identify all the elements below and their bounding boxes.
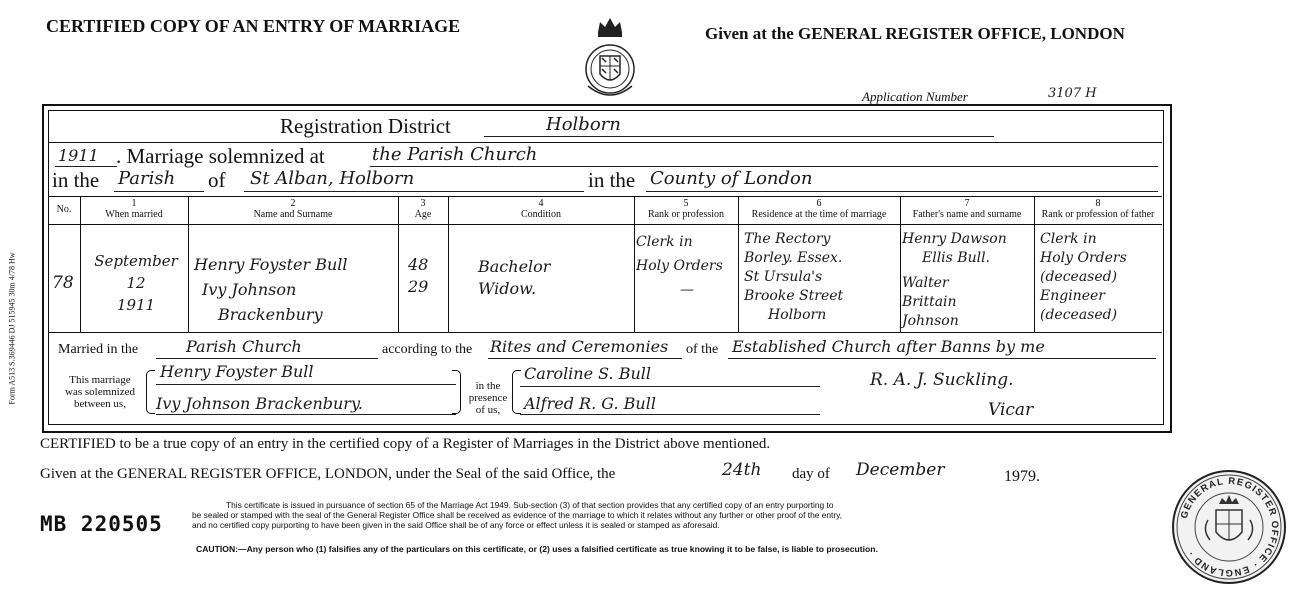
party-1: Henry Foyster Bull xyxy=(160,362,314,381)
groom-father-rank-2: Holy Orders xyxy=(1040,250,1127,266)
gro-seal-icon xyxy=(1170,468,1288,586)
place-line xyxy=(370,166,1158,167)
party-1-line xyxy=(156,384,456,385)
witness-bracket xyxy=(512,370,521,414)
parish-type: Parish xyxy=(118,168,176,189)
church: Established Church after Banns by me xyxy=(732,337,1045,356)
county-line xyxy=(646,191,1158,192)
notice-line-3: and no certified copy purporting to have been given in the said Office shall be of any force or effect unless it is sealed or stamped as aforesaid. xyxy=(192,520,720,530)
groom-condition: Bachelor xyxy=(478,257,551,276)
of-label: of xyxy=(208,168,226,192)
entry-fathers xyxy=(902,230,1034,331)
royal-crest-icon xyxy=(580,14,640,106)
bride-name: Ivy Johnson xyxy=(202,280,297,299)
presence-label: in the presence of us, xyxy=(468,380,508,416)
bride-father-3: Johnson xyxy=(902,313,959,329)
column-header-residence: 6 Residence at the time of marriage xyxy=(751,198,887,220)
bride-condition: Widow. xyxy=(478,279,537,298)
groom-father-2: Ellis Bull. xyxy=(922,250,990,266)
entry-father-ranks xyxy=(1040,230,1160,325)
column-header-rank: 5 Rank or profession xyxy=(647,198,725,220)
application-number: 3107 H xyxy=(1048,86,1097,101)
entry-rank xyxy=(636,230,738,302)
rites-line xyxy=(488,358,682,359)
column-header-no: No. xyxy=(56,204,72,215)
given-at-text: Given at the GENERAL REGISTER OFFICE, LONDON, under the Seal of the said Office, the xyxy=(40,466,616,482)
row-divider xyxy=(48,142,1162,143)
certificate-title: CERTIFIED COPY OF AN ENTRY OF MARRIAGE xyxy=(46,16,461,36)
in-the-label-2: in the xyxy=(588,168,636,192)
parish-name-line xyxy=(244,191,584,192)
entry-ages xyxy=(408,254,428,298)
district-label: Registration District xyxy=(280,114,451,138)
entry-date-year: 1911 xyxy=(116,296,156,314)
entry-date-day: 12 xyxy=(126,274,146,292)
according-label: according to the xyxy=(382,342,473,357)
bride-father-1: Walter xyxy=(902,275,949,291)
married-in-place: Parish Church xyxy=(186,337,302,356)
groom-father-1: Henry Dawson xyxy=(902,231,1007,247)
party-2: Ivy Johnson Brackenbury. xyxy=(156,394,363,413)
bride-father-2: Brittain xyxy=(902,294,957,310)
entry-residence xyxy=(744,230,900,325)
bride-father-rank-1: Engineer xyxy=(1040,288,1105,304)
officiant-title: Vicar xyxy=(988,400,1034,420)
bride-residence-1: St Ursula's xyxy=(744,269,823,285)
solemnized-between-label: This marriage was solemnized between us, xyxy=(65,374,135,410)
bride-age: 29 xyxy=(408,277,429,296)
entry-names xyxy=(194,252,348,327)
parish-type-line xyxy=(114,191,204,192)
groom-father-rank-3: (deceased) xyxy=(1040,269,1118,285)
certification-text: CERTIFIED to be a true copy of an entry in the certified copy of a Register of Marriages in the District above mentioned. xyxy=(40,436,771,452)
solemnized-label: . Marriage solemnized at xyxy=(116,144,325,168)
serial-number: MB 220505 xyxy=(40,512,163,536)
year-line xyxy=(55,166,117,167)
marriage-place: the Parish Church xyxy=(372,144,538,165)
witness-2-line xyxy=(520,414,820,415)
district-line xyxy=(484,136,994,137)
officiant: R. A. J. Suckling. xyxy=(870,370,1014,390)
groom-father-rank-1: Clerk in xyxy=(1040,231,1097,247)
certification-day: 24th xyxy=(722,460,762,480)
entry-conditions xyxy=(478,256,550,300)
church-line xyxy=(728,358,1156,359)
entry-date-month: September xyxy=(94,252,178,270)
notice-line-1: This certificate is issued in pursuance of section 65 of the Marriage Act 1949. Sub-section (3) of that section provides that any certified copy of an entry purporting to xyxy=(226,500,834,510)
form-reference: Form A513 S.369446 DJ 515945 30m 4/78 Hw xyxy=(7,252,17,405)
parish-name: St Alban, Holborn xyxy=(250,168,415,189)
issuing-office: Given at the GENERAL REGISTER OFFICE, LONDON xyxy=(705,24,1125,43)
notice-line-2: be sealed or stamped with the seal of the General Register Office shall be received as evidence of the marriage to which it relates without any further or other proof of the entry, xyxy=(192,510,843,520)
district-value: Holborn xyxy=(546,114,621,135)
day-of-label: day of xyxy=(792,466,830,482)
row-divider xyxy=(48,196,1162,197)
bride-rank: — xyxy=(680,282,694,298)
bride-residence-3: Holborn xyxy=(768,307,827,323)
married-in-label: Married in the xyxy=(58,342,139,357)
row-divider xyxy=(48,332,1162,333)
married-in-line xyxy=(156,358,378,359)
column-header-name: 2 Name and Surname xyxy=(253,198,333,220)
groom-rank-2: Holy Orders xyxy=(636,258,723,274)
bride-residence-2: Brooke Street xyxy=(744,288,844,304)
bride-father-rank-2: (deceased) xyxy=(1040,307,1118,323)
row-divider xyxy=(48,224,1162,225)
groom-age: 48 xyxy=(408,255,429,274)
party-bracket-close xyxy=(452,370,461,414)
certification-month: December xyxy=(856,460,945,480)
witness-1: Caroline S. Bull xyxy=(524,364,652,383)
county: County of London xyxy=(650,168,813,189)
entry-date xyxy=(84,250,188,316)
seal-text: GENERAL REGISTER OFFICE · ENGLAND · xyxy=(1178,475,1281,579)
rites: Rites and Ceremonies xyxy=(490,337,669,356)
column-header-father: 7 Father's name and surname xyxy=(912,198,1022,220)
column-header-father-rank: 8 Rank or profession of father xyxy=(1041,198,1155,220)
marriage-year: 1911 xyxy=(58,146,99,165)
groom-rank: Clerk in xyxy=(636,234,693,250)
caution-notice: CAUTION:—Any person who (1) falsifies any of the particulars on this certificate, or (2) uses a falsified certificate as true knowing it to be false, is liable to prosecution. xyxy=(196,544,878,554)
witness-1-line xyxy=(520,386,820,387)
column-header-condition: 4 Condition xyxy=(520,198,561,220)
party-2-line xyxy=(156,414,456,415)
groom-residence-2: Borley. Essex. xyxy=(744,250,843,266)
in-the-label: in the xyxy=(52,168,100,192)
legal-notice xyxy=(192,500,842,530)
column-header-age: 3 Age xyxy=(414,198,432,220)
entry-number: 78 xyxy=(52,273,74,293)
party-bracket xyxy=(146,370,155,414)
groom-residence-1: The Rectory xyxy=(744,231,831,247)
application-label: Application Number xyxy=(862,89,968,104)
bride-surname: Brackenbury xyxy=(218,305,323,324)
certification-year: 1979. xyxy=(1004,468,1040,485)
column-header-when-married: 1 When married xyxy=(105,198,163,220)
of-the-label: of the xyxy=(686,342,719,357)
witness-2: Alfred R. G. Bull xyxy=(524,394,656,413)
groom-name: Henry Foyster Bull xyxy=(194,255,348,274)
